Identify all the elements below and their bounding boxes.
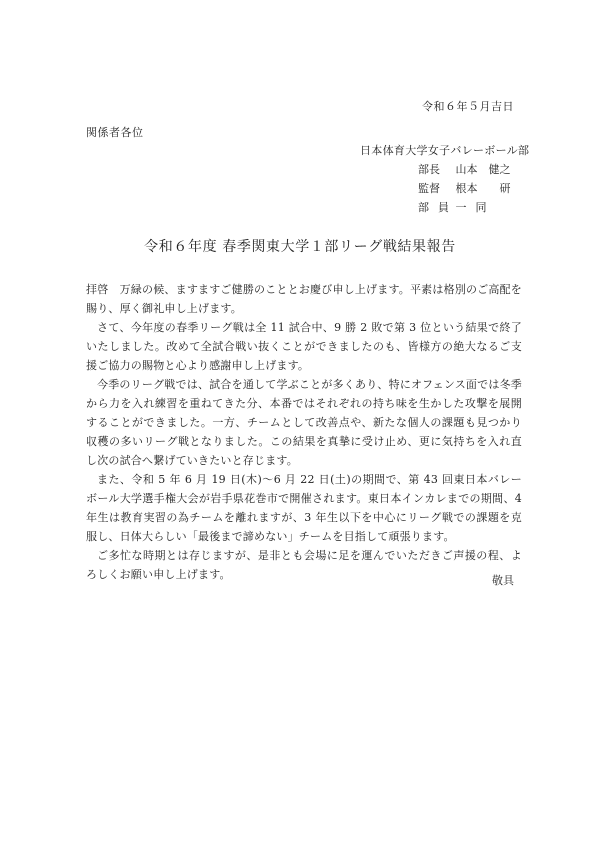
body-paragraph: さて、今年度の春季リーグ戦は全 11 試合中、9 勝 2 敗で第 3 位という結果で終了いたしました。改めて全試合戦い抜くことができましたのも、皆様方の絶大なるご支援ご協力の賜物と心より感謝申し上げます。 <box>86 321 522 372</box>
member-name: 山本 健之 <box>455 163 511 176</box>
letter-body <box>86 280 522 584</box>
closing-phrase: 敬具 <box>492 574 514 587</box>
member-role: 部長 <box>418 163 440 176</box>
body-paragraph: 拝啓 万緑の候、ますますご健勝のこととお慶び申し上げます。平素は格別のご高配を賜り、厚く御礼申し上げます。 <box>86 283 522 315</box>
member-role: 監督 <box>418 182 440 195</box>
member-name: 一同 <box>455 201 496 214</box>
member-role: 部員 <box>418 201 458 214</box>
body-paragraph: ご多忙な時期とは存じますが、是非とも会場に足を運んでいただきご声援の程、よろしくお願い申し上げます。 <box>86 549 522 581</box>
body-paragraph: また、令和 5 年 6 月 19 日(木)～6 月 22 日(土)の期間で、第 43 回東日本バレーボール大学選手権大会が岩手県花巻市で開催されます。東日本インカレまでの期間、4 年生は教育実習の為チームを離れますが、3 年生以下を中心にリーグ戦での課題を克服し、日体大らしい「最後まで諦めない」チームを目指して頑張ります。 <box>86 473 522 543</box>
body-paragraph: 今季のリーグ戦では、試合を通して学ぶことが多くあり、特にオフェンス面では冬季から力を入れ練習を重ねてきた分、本番ではそれぞれの持ち味を生かした攻撃を展開することができました。一方、チームとして改善点や、新たな個人の課題も見つかり収穫の多いリーグ戦となりました。この結果を真摯に受け止め、更に気持ちを入れ直し次の試合へ繋げていきたいと存じます。 <box>86 378 522 467</box>
sender-block <box>360 141 530 217</box>
report-title: 令和６年度 春季関東大学１部リーグ戦結果報告 <box>144 239 456 255</box>
sender-member-row <box>360 160 520 179</box>
member-name: 根本 研 <box>455 182 511 195</box>
letter-date: 令和６年５月吉日 <box>422 100 514 113</box>
sender-member-row <box>360 179 520 198</box>
sender-member-row <box>360 198 520 217</box>
sender-organization: 日本体育大学女子バレーボール部 <box>360 144 530 157</box>
recipient-line: 関係者各位 <box>86 126 144 139</box>
